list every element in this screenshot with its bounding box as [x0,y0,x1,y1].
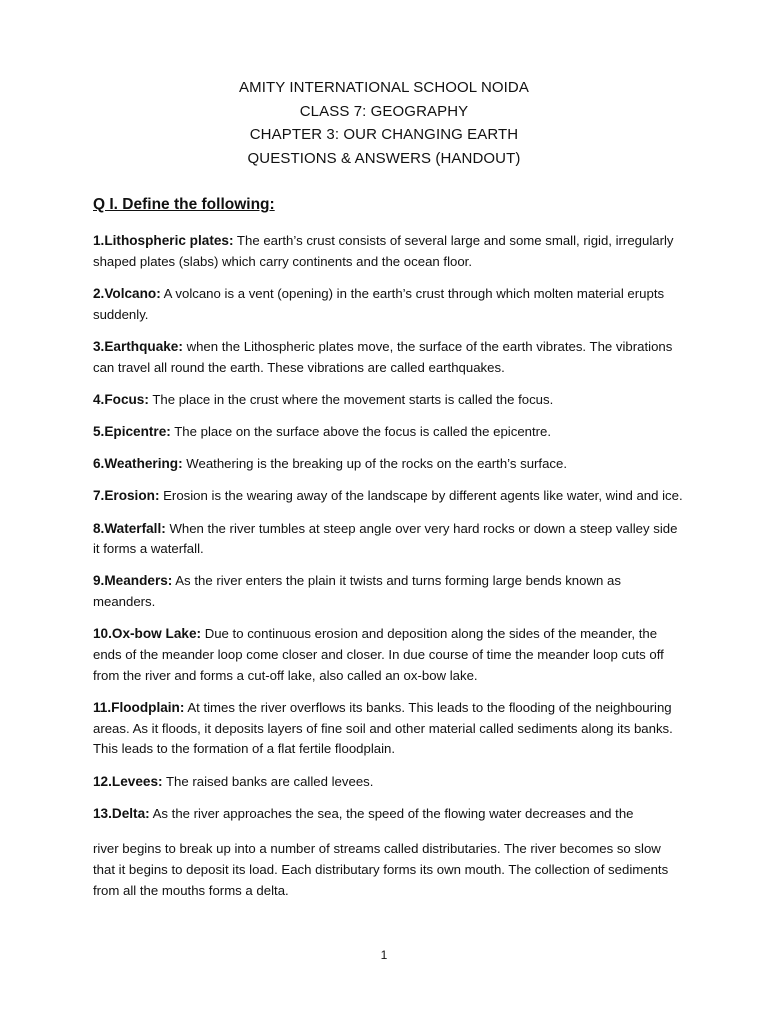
definition-term: 2.Volcano: [93,285,161,301]
definition-term: 12.Levees: [93,773,163,789]
definition-item [93,231,685,272]
definition-item [93,454,685,475]
definition-term: 11.Floodplain: [93,699,185,715]
definition-text: Weathering is the breaking up of the rocks on the earth’s surface. [182,456,568,472]
definition-text: The raised banks are called levees. [162,773,374,789]
definition-item [93,486,685,507]
definition-term: 4.Focus: [93,391,149,407]
definition-item [93,698,685,760]
definitions-list [93,231,685,913]
definition-item [93,571,685,612]
page-number: 1 [380,948,388,962]
definition-item [93,519,685,560]
definition-continuation: river begins to break up into a number of streams called distributaries. The river becomes so slow that it begins to deposit its load. Each distributary forms its own mouth. The collection of sediments from all the mouths forms a delta. [93,841,669,898]
definition-item [93,804,685,902]
definition-term: 3.Earthquake: [93,338,183,354]
definition-term: 1.Lithospheric plates: [93,233,234,248]
definition-item [93,422,685,443]
definition-term: 6.Weathering: [93,456,183,472]
definition-term: 10.Ox-bow Lake: [93,626,202,642]
definition-term: 5.Epicentre: [93,423,171,439]
definition-text: A volcano is a vent (opening) in the earth’s crust through which molten material erupts suddenly. [93,285,665,322]
class-subject: CLASS 7: GEOGRAPHY [299,102,469,120]
definition-text: Due to continuous erosion and deposition along the sides of the meander, the ends of the meander loop come closer and closer. In due course of time the meander loop cuts off from the river and forms a cut-off lake, also called an ox-bow lake. [93,626,664,683]
definition-item [93,772,685,793]
definition-item [93,284,685,325]
section-title: Q I. Define the following: [93,196,275,213]
definition-item [93,337,685,378]
handout-title: QUESTIONS & ANSWERS (HANDOUT) [247,149,521,167]
definition-text: when the Lithospheric plates move, the surface of the earth vibrates. The vibrations can travel all round the earth. These vibrations are called earthquakes. [93,338,673,375]
definition-text: The place on the surface above the focus is called the epicentre. [170,423,552,439]
definition-text: Erosion is the wearing away of the landscape by different agents like water, wind and ice. [159,488,683,504]
definition-term: 7.Erosion: [93,488,160,504]
definition-term: 8.Waterfall: [93,520,166,536]
definition-term: 13.Delta: [93,805,150,821]
definition-text: As the river enters the plain it twists and turns forming large bends known as meanders. [93,573,621,610]
definition-term: 9.Meanders: [93,573,173,589]
definition-text: The place in the crust where the movement starts is called the focus. [148,391,554,407]
document-header [0,76,768,170]
definition-text: The earth’s crust consists of several large and some small, rigid, irregularly shaped plates (slabs) which carry continents and the ocean floor. [93,233,674,269]
chapter-title: CHAPTER 3: OUR CHANGING EARTH [249,126,519,143]
definition-item [93,624,685,686]
definition-text: When the river tumbles at steep angle over very hard rocks or down a steep valley side it forms a waterfall. [93,520,678,557]
definition-text: As the river approaches the sea, the speed of the flowing water decreases and the [149,805,634,821]
definition-text: At times the river overflows its banks. This leads to the flooding of the neighbouring areas. As it floods, it deposits layers of fine soil and other material called sediments along its banks. This leads to the formation of a flat fertile floodplain. [93,699,673,757]
definition-item [93,390,685,411]
school-name: AMITY INTERNATIONAL SCHOOL NOIDA [239,79,529,96]
